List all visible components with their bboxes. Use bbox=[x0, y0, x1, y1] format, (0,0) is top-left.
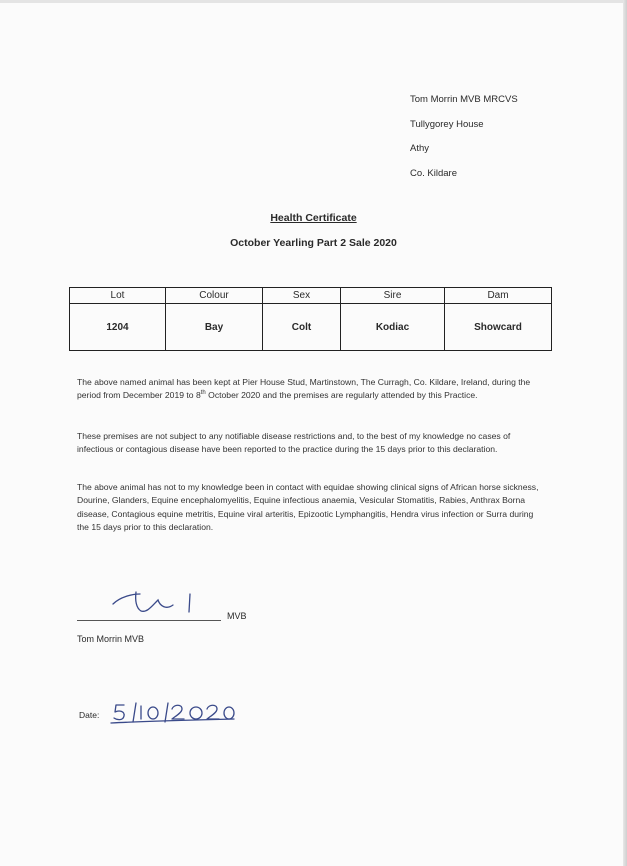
handwritten-signature bbox=[108, 588, 208, 622]
header-sex: Sex bbox=[263, 288, 341, 304]
animal-details-table bbox=[69, 287, 552, 351]
cell-sire: Kodiac bbox=[341, 304, 445, 351]
vet-address-block bbox=[410, 88, 518, 186]
header-dam: Dam bbox=[445, 288, 552, 304]
cell-dam: Showcard bbox=[445, 304, 552, 351]
paragraph-premises-start: The above named animal has been kept at Pier House Stud, Martinstown, The Curragh, Co. Kildare, Ireland, during the period from December 2019 to 8 bbox=[77, 377, 531, 401]
table-header-row bbox=[70, 288, 552, 304]
paragraph-contact: The above animal has not to my knowledge been in contact with equidae showing clinical signs of African horse sickness, Dourine, Glanders, Equine encephalomyelitis, Equine infectious anaemia, Vesicular Stomatitis, Rabies, Anthrax Borna disease, Contagious equine metritis, Equine viral arteritis, Epizootic Lymphangitis, Hendra virus infection or Surra during the 15 days prior to this declaration. bbox=[77, 482, 539, 533]
scan-edge-top bbox=[0, 0, 627, 3]
address-line-1: Tullygorey House bbox=[410, 118, 484, 130]
signature-suffix: MVB bbox=[227, 611, 247, 621]
cell-colour: Bay bbox=[166, 304, 263, 351]
paragraph-restrictions: These premises are not subject to any notifiable disease restrictions and, to the best of my knowledge no cases of infectious or contagious disease have been reported to the practice during the 15 days prior to this declaration. bbox=[77, 431, 511, 455]
scan-edge-right bbox=[623, 0, 627, 866]
vet-name: Tom Morrin MVB MRCVS bbox=[410, 94, 518, 105]
cell-sex: Colt bbox=[263, 304, 341, 351]
table-row bbox=[70, 304, 552, 351]
paragraph-premises bbox=[77, 376, 547, 403]
address-line-2: Athy bbox=[410, 143, 430, 154]
address-line-3: Co. Kildare bbox=[410, 167, 457, 179]
signer-name: Tom Morrin MVB bbox=[77, 634, 145, 644]
handwritten-date bbox=[108, 698, 236, 726]
certificate-title: Health Certificate bbox=[270, 212, 357, 224]
header-colour: Colour bbox=[166, 288, 263, 304]
signature-line bbox=[77, 620, 221, 621]
header-sire: Sire bbox=[341, 288, 445, 304]
header-lot: Lot bbox=[70, 288, 166, 304]
paragraph-premises-end: October 2020 and the premises are regularly attended by this Practice. bbox=[205, 390, 478, 401]
cell-lot: 1204 bbox=[70, 304, 166, 351]
sale-subtitle: October Yearling Part 2 Sale 2020 bbox=[230, 237, 397, 249]
date-ordinal-suffix: th bbox=[200, 390, 206, 397]
date-label: Date: bbox=[79, 710, 100, 720]
